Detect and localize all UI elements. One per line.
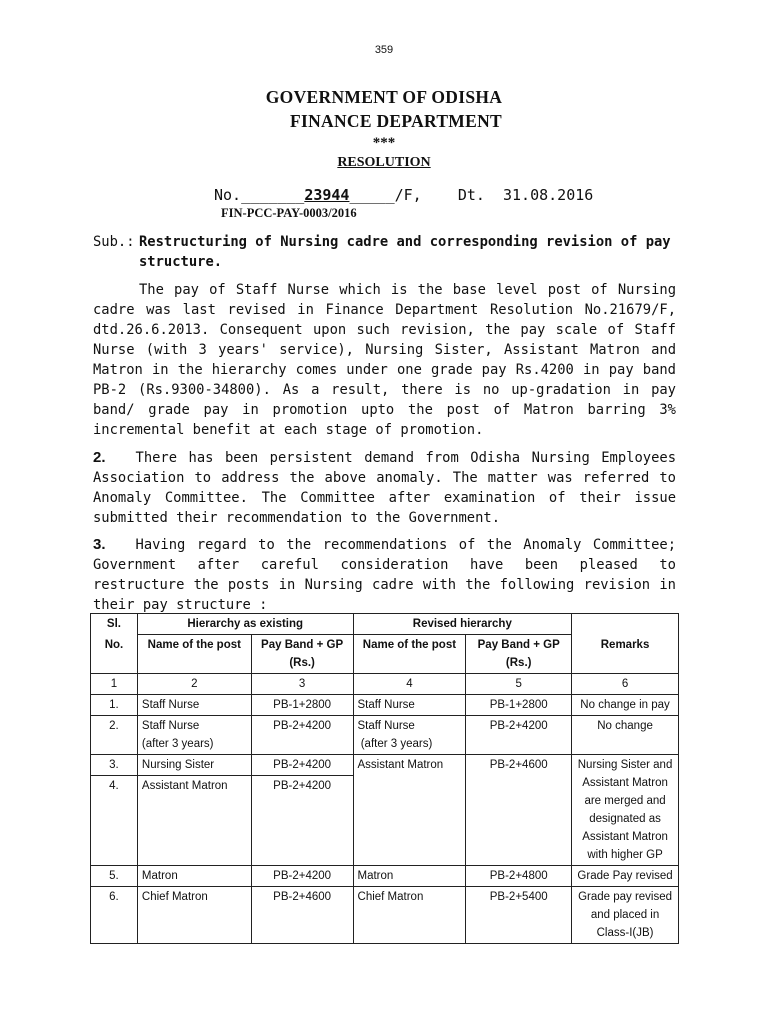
header-no: No. xyxy=(91,635,138,674)
header-pay: Pay Band + GP (Rs.) xyxy=(251,635,353,674)
document-title: RESOLUTION xyxy=(337,155,431,170)
reference-line xyxy=(214,186,593,204)
date-label: Dt. xyxy=(457,186,485,204)
col-num: 1 xyxy=(91,674,138,695)
col-num: 3 xyxy=(251,674,353,695)
table-column-numbers xyxy=(91,674,679,695)
header-department: FINANCE DEPARTMENT xyxy=(289,111,503,131)
col-num: 6 xyxy=(572,674,679,695)
header-existing: Hierarchy as existing xyxy=(137,614,353,635)
header-post: Name of the post xyxy=(137,635,251,674)
table-row: 5. Matron PB-2+4200 Matron PB-2+4800 Grade Pay revised xyxy=(91,866,679,887)
paragraph-3-number: 3. xyxy=(93,536,106,553)
paragraph-3 xyxy=(93,535,676,615)
table-row: 2. Staff Nurse (after 3 years) PB-2+4200 Staff Nurse (after 3 years) PB-2+4200 No change xyxy=(91,716,679,755)
paragraph-2-number: 2. xyxy=(93,449,106,466)
reference-number: 23944 xyxy=(304,186,350,204)
paragraph-2 xyxy=(93,448,676,528)
table-header-row xyxy=(91,614,679,635)
col-num: 4 xyxy=(353,674,466,695)
table-row: 3. Nursing Sister PB-2+4200 Assistant Matron PB-2+4600 Nursing Sister and Assistant Matron are merged and designated as Assistant Matron with higher GP xyxy=(91,755,679,776)
pay-structure-table xyxy=(90,613,679,944)
header-revised-pay: Pay Band + GP (Rs.) xyxy=(466,635,572,674)
page-number: 359 xyxy=(374,44,394,56)
header-sl: Sl. xyxy=(91,614,138,635)
file-number: FIN-PCC-PAY-0003/2016 xyxy=(221,206,357,220)
reference-no-suffix: _____/F, xyxy=(349,186,422,204)
table-row: 6. Chief Matron PB-2+4600 Chief Matron PB-2+5400 Grade pay revised and placed in Class-I(JB) xyxy=(91,887,679,944)
paragraph-3-text: Having regard to the recommendations of the Anomaly Committee; Government after careful consideration have been pleased to restructure the posts in Nursing cadre with the following revision in their pay structure : xyxy=(93,537,676,613)
subject-label: Sub.: xyxy=(93,234,135,250)
header-revised-post: Name of the post xyxy=(353,635,466,674)
table-row: 4. Assistant Matron PB-2+4200 xyxy=(91,776,679,866)
paragraph-2-text: There has been persistent demand from Odisha Nursing Employees Association to address the above anomaly. The matter was referred to Anomaly Committee. The Committee after examination of their issue submitted their recommendation to the Government. xyxy=(93,450,676,526)
col-num: 2 xyxy=(137,674,251,695)
header-remarks: Remarks xyxy=(572,635,679,674)
table-row: 1. Staff Nurse PB-1+2800 Staff Nurse PB-1+2800 No change in pay xyxy=(91,695,679,716)
header-government: GOVERNMENT OF ODISHA xyxy=(265,87,503,107)
subject-text: Restructuring of Nursing cadre and corresponding revision of pay structure. xyxy=(139,234,671,270)
table-subheader-row xyxy=(91,635,679,674)
reference-date: 31.08.2016 xyxy=(503,186,594,204)
reference-no-prefix: No._______ xyxy=(214,186,305,204)
paragraph-1 xyxy=(93,280,676,440)
subject-block xyxy=(93,232,683,272)
paragraph-1-text: The pay of Staff Nurse which is the base level post of Nursing cadre was last revised in Finance Department Resolution No.21679/F, dtd.26.6.2013. Consequent upon such revision, the pay scale of Staff Nurse (with 3 years' service), Nursing Sister, Assistant Matron and Matron in the hierarchy comes under one grade pay Rs.4200 in pay band PB-2 (Rs.9300-34800). As a result, there is no up-gradation in pay band/ grade pay in promotion upto the post of Matron barring 3% incremental benefit at each stage of promotion. xyxy=(93,282,676,438)
header-revised: Revised hierarchy xyxy=(353,614,572,635)
col-num: 5 xyxy=(466,674,572,695)
header-stars: *** xyxy=(372,135,396,151)
